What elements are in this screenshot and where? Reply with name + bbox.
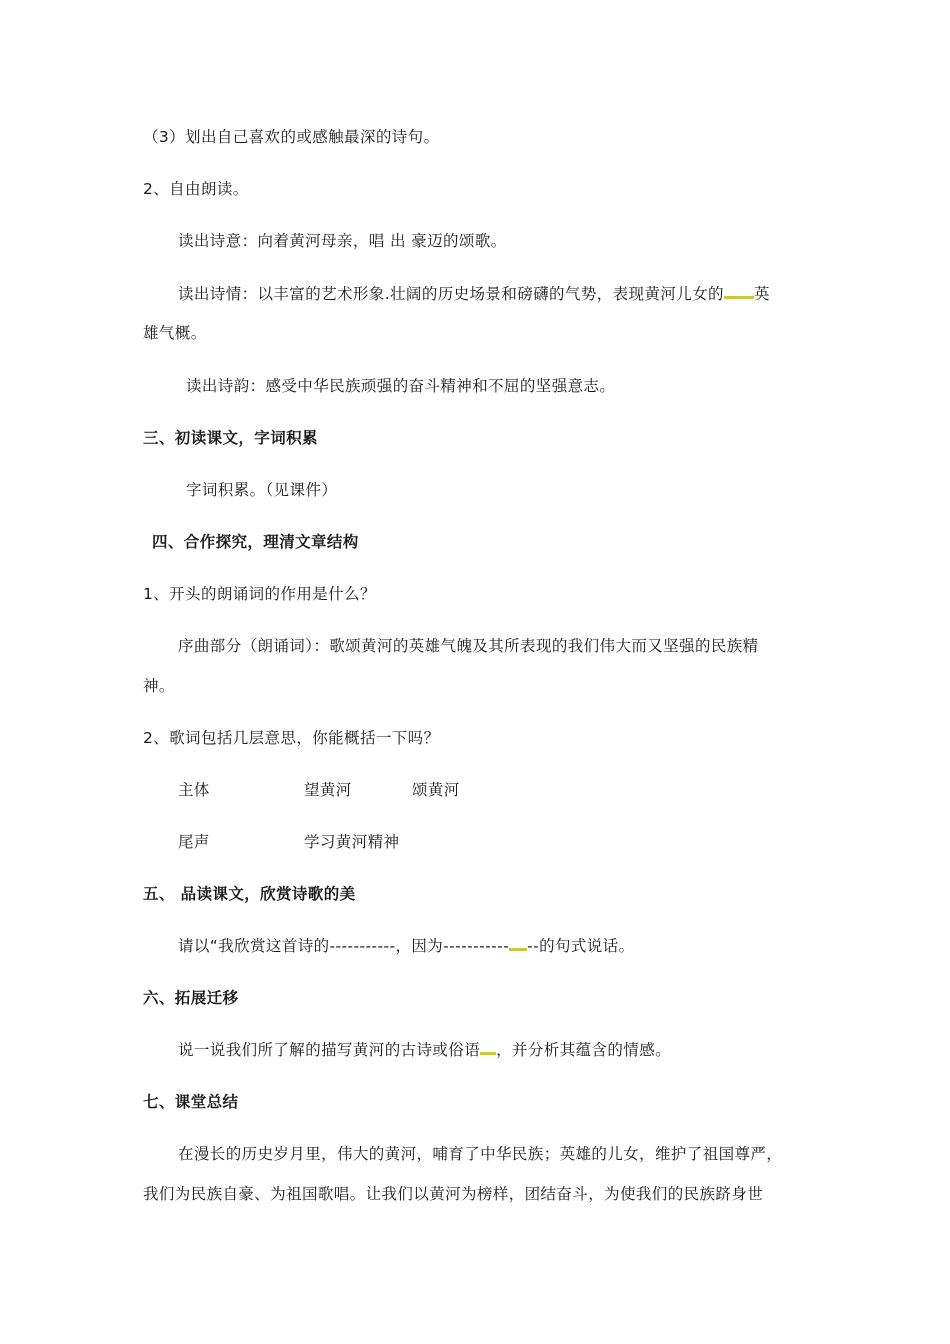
- extension-prompt-text: 说一说我们所了解的描写黄河的古诗或俗语: [178, 1041, 481, 1059]
- section-5-heading: 五、 品读课文，欣赏诗歌的美: [143, 885, 356, 903]
- read-emotion-continuation: 雄气概。: [143, 324, 207, 342]
- question-1: 1、开头的朗诵词的作用是什么？: [143, 585, 376, 603]
- structure-row-1-part-b: 颂黄河: [412, 781, 460, 799]
- summary-line-1: 在漫长的历史岁月里，伟大的黄河，哺育了中华民族；英雄的儿女，维护了祖国尊严，: [178, 1145, 783, 1163]
- read-meaning-line: 读出诗意：向着黄河母亲，唱 出 豪迈的颂歌。: [178, 232, 507, 250]
- section-3-heading: 三、初读课文，字词积累: [143, 429, 318, 447]
- highlight-mark: [480, 1042, 496, 1055]
- section-4-heading: 四、合作探究，理清文章结构: [152, 533, 359, 551]
- appreciation-prompt-line: [178, 935, 634, 957]
- structure-row-2-label: 尾声: [178, 833, 210, 851]
- vocabulary-line: 字词积累。（见课件）: [186, 481, 338, 499]
- structure-row-2-part-a: 学习黄河精神: [304, 833, 400, 851]
- read-emotion-text: 读出诗情：以丰富的艺术形象.壮阔的历史场景和磅礴的气势，表现黄河儿女的: [178, 285, 724, 303]
- extension-prompt-end: ，并分析其蕴含的情感。: [496, 1041, 672, 1059]
- highlight-mark: [509, 938, 527, 951]
- summary-line-2: 我们为民族自豪、为祖国歌唱。让我们以黄河为榜样，团结奋斗，为使我们的民族跻身世: [143, 1185, 764, 1203]
- read-emotion-end: 英: [753, 285, 770, 303]
- section-6-heading: 六、拓展迁移: [143, 989, 239, 1007]
- step-3-instruction: （3）划出自己喜欢的或感触最深的诗句。: [143, 128, 440, 146]
- highlight-mark: [724, 286, 754, 299]
- extension-prompt-line: [178, 1039, 671, 1061]
- step-2-heading: 2、自由朗读。: [143, 180, 249, 198]
- appreciation-prompt-end: --的句式说话。: [527, 937, 635, 955]
- section-7-heading: 七、课堂总结: [143, 1093, 239, 1111]
- answer-1-continuation: 神。: [143, 677, 175, 695]
- question-2: 2、歌词包括几层意思，你能概括一下吗？: [143, 729, 440, 747]
- appreciation-prompt-text: 请以“我欣赏这首诗的-----------，因为-----------: [178, 937, 510, 955]
- structure-row-1-part-a: 望黄河: [304, 781, 352, 799]
- read-emotion-line: [178, 283, 770, 305]
- answer-1-line: 序曲部分（朗诵词）：歌颂黄河的英雄气魄及其所表现的我们伟大而又坚强的民族精: [178, 637, 759, 655]
- read-rhythm-line: 读出诗韵：感受中华民族顽强的奋斗精神和不屈的坚强意志。: [186, 377, 616, 395]
- structure-row-1-label: 主体: [178, 781, 210, 799]
